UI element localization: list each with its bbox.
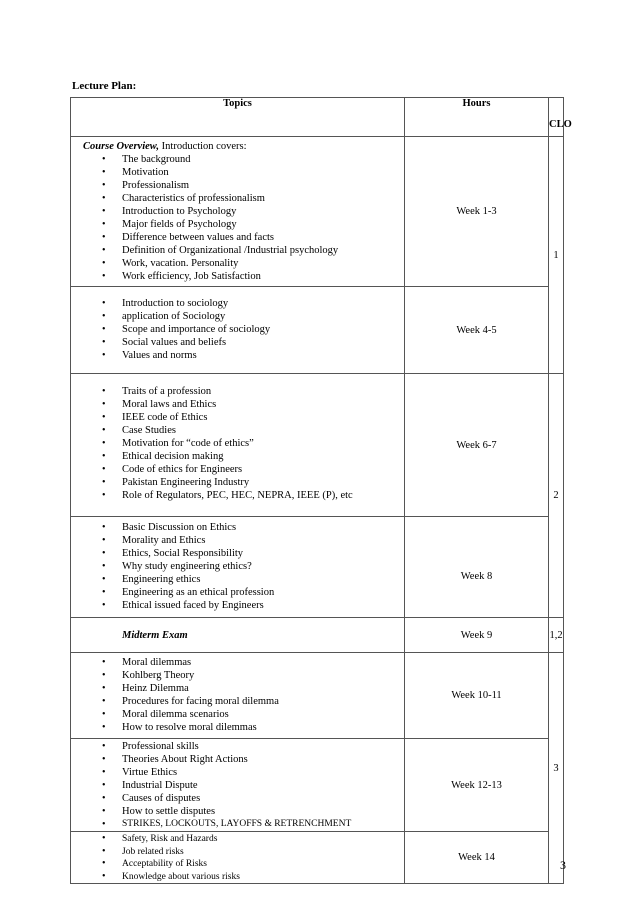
list-item: • Definition of Organizational /Industrial psychology <box>71 244 404 257</box>
list-item: • Virtue Ethics <box>71 766 404 779</box>
table-row <box>71 739 564 832</box>
list-item: • The background <box>71 153 404 166</box>
list-item: • Professionalism <box>71 179 404 192</box>
table-row <box>71 374 564 517</box>
list-item: • Pakistan Engineering Industry <box>71 476 404 489</box>
list-item: • Motivation <box>71 166 404 179</box>
table-row <box>71 832 564 884</box>
list-item: • Values and norms <box>71 349 404 362</box>
header-topics: Topics <box>71 98 405 137</box>
list-item: • Job related risks <box>71 846 404 859</box>
table-row <box>71 653 564 739</box>
clo-cell: 2 <box>549 374 564 618</box>
table-header-row <box>71 98 564 137</box>
list-item: • Role of Regulators, PEC, HEC, NEPRA, IEEE (P), etc <box>71 489 404 502</box>
table-row <box>71 287 564 374</box>
list-item: • Major fields of Psychology <box>71 218 404 231</box>
list-item: • Heinz Dilemma <box>71 682 404 695</box>
hours-cell: Week 9 <box>405 618 549 653</box>
topic-list <box>71 385 404 502</box>
list-item: • Ethical decision making <box>71 450 404 463</box>
list-item: • Kohlberg Theory <box>71 669 404 682</box>
page-number: 3 <box>560 858 566 872</box>
lecture-plan-table <box>70 97 572 884</box>
clo-cell: 3 <box>549 653 564 884</box>
list-item: • Knowledge about various risks <box>71 871 404 884</box>
list-item: • How to settle disputes <box>71 805 404 818</box>
hours-cell: Week 4-5 <box>405 287 549 374</box>
topics-cell <box>71 517 405 618</box>
list-item: • IEEE code of Ethics <box>71 411 404 424</box>
topic-list <box>71 833 404 883</box>
list-item: • Moral dilemma scenarios <box>71 708 404 721</box>
topics-cell <box>71 374 405 517</box>
table-row <box>71 618 564 653</box>
topic-list <box>71 521 404 612</box>
header-clo: CLO <box>549 98 564 137</box>
list-item: • Theories About Right Actions <box>71 753 404 766</box>
list-item: • STRIKES, LOCKOUTS, LAYOFFS & RETRENCHMENT <box>71 818 404 831</box>
list-item: • Difference between values and facts <box>71 231 404 244</box>
list-item: • Why study engineering ethics? <box>71 560 404 573</box>
list-item: • How to resolve moral dilemmas <box>71 721 404 734</box>
topic-list <box>71 297 404 362</box>
topic-list <box>71 656 404 734</box>
intro-text: Introduction covers: <box>159 141 247 152</box>
topics-cell <box>71 287 405 374</box>
topics-cell <box>71 618 405 653</box>
list-item: • Motivation for “code of ethics” <box>71 437 404 450</box>
list-item: • Introduction to sociology <box>71 297 404 310</box>
hours-cell: Week 12-13 <box>405 739 549 832</box>
list-item: • Safety, Risk and Hazards <box>71 833 404 846</box>
list-item: • Ethics, Social Responsibility <box>71 547 404 560</box>
list-item: • Traits of a profession <box>71 385 404 398</box>
topic-list <box>71 153 404 283</box>
list-item: • Basic Discussion on Ethics <box>71 521 404 534</box>
list-item: • Scope and importance of sociology <box>71 323 404 336</box>
list-item: • Case Studies <box>71 424 404 437</box>
list-item: • Engineering as an ethical profession <box>71 586 404 599</box>
list-item: • Industrial Dispute <box>71 779 404 792</box>
clo-cell: 1 <box>549 137 564 374</box>
clo-cell: 1,2 <box>549 618 564 653</box>
page-title: Lecture Plan: <box>72 80 137 92</box>
list-item: • Ethical issued faced by Engineers <box>71 599 404 612</box>
list-item: • Acceptability of Risks <box>71 858 404 871</box>
hours-cell: Week 6-7 <box>405 374 549 517</box>
topics-cell <box>71 832 405 884</box>
header-hours: Hours <box>405 98 549 137</box>
list-item: • Work efficiency, Job Satisfaction <box>71 270 404 283</box>
topics-cell <box>71 137 405 287</box>
list-item: • Procedures for facing moral dilemma <box>71 695 404 708</box>
list-item: • Characteristics of professionalism <box>71 192 404 205</box>
hours-cell: Week 10-11 <box>405 653 549 739</box>
hours-cell: Week 14 <box>405 832 549 884</box>
topic-list <box>71 740 404 831</box>
list-item: • Work, vacation. Personality <box>71 257 404 270</box>
course-overview-label: Course Overview, <box>83 141 160 152</box>
hours-cell: Week 1-3 <box>405 137 549 287</box>
table-row <box>71 517 564 618</box>
list-item: • Engineering ethics <box>71 573 404 586</box>
table-row <box>71 137 564 287</box>
topics-cell <box>71 739 405 832</box>
list-item: • Causes of disputes <box>71 792 404 805</box>
list-item: • Code of ethics for Engineers <box>71 463 404 476</box>
hours-cell: Week 8 <box>405 517 549 618</box>
list-item: • Morality and Ethics <box>71 534 404 547</box>
midterm-label: Midterm Exam <box>122 629 188 641</box>
list-item: • Moral dilemmas <box>71 656 404 669</box>
list-item: • Professional skills <box>71 740 404 753</box>
list-item: • application of Sociology <box>71 310 404 323</box>
topics-cell <box>71 653 405 739</box>
list-item: • Introduction to Psychology <box>71 205 404 218</box>
list-item: • Moral laws and Ethics <box>71 398 404 411</box>
course-overview-line <box>71 140 404 153</box>
list-item: • Social values and beliefs <box>71 336 404 349</box>
